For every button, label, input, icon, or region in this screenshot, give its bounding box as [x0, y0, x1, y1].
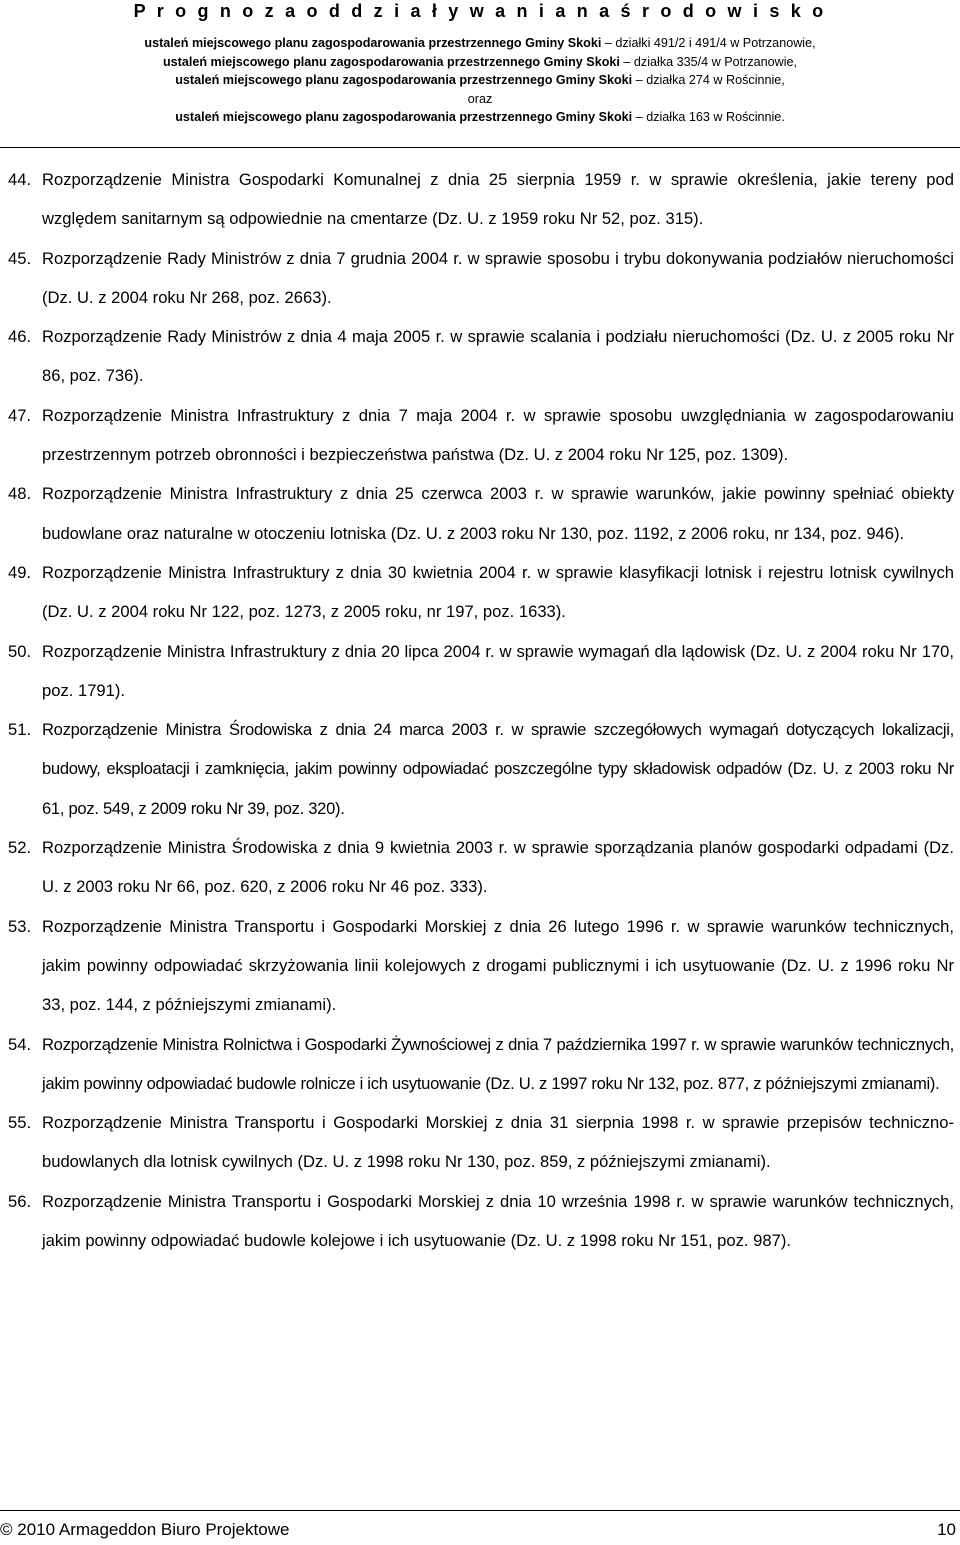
- page-number: 10: [937, 1520, 956, 1539]
- item-number: 53.: [8, 916, 32, 936]
- item-text: Rozporządzenie Ministra Rolnictwa i Gospodarki Żywnościowej z dnia 7 października 1997 r. w sprawie warunków technicznych, jakim powinny odpowiadać budowle rolnicze i ich usytuowanie (Dz. U. z 1997 roku Nr 132, poz. 877, z późniejszymi zmianami).: [42, 1034, 954, 1093]
- list-item: [0, 907, 960, 1025]
- subtitle-normal-part: – działka 163 w Rościnnie.: [632, 110, 785, 124]
- footer-copyright: © 2010 Armageddon Biuro Projektowe: [0, 1520, 290, 1539]
- item-text: Rozporządzenie Ministra Środowiska z dnia 9 kwietnia 2003 r. w sprawie sporządzania planów gospodarki odpadami (Dz. U. z 2003 roku Nr 66, poz. 620, z 2006 roku Nr 46 poz. 333).: [42, 838, 954, 897]
- subtitle-bold-part: ustaleń miejscowego planu zagospodarowania przestrzennego Gminy Skoki: [162, 54, 620, 69]
- list-item: [0, 1025, 960, 1104]
- page-header: [0, 0, 960, 127]
- item-number: 56.: [8, 1191, 32, 1211]
- item-text: Rozporządzenie Ministra Transportu i Gospodarki Morskiej z dnia 26 lutego 1996 r. w sprawie warunków technicznych, jakim powinny odpowiadać skrzyżowania linii kolejowych z drogami publicznymi i ich usytuowanie (Dz. U. z 1996 roku Nr 33, poz. 144, z późniejszymi zmianami).: [42, 916, 954, 1015]
- item-number: 55.: [8, 1113, 32, 1133]
- item-number: 47.: [8, 405, 32, 425]
- list-item: [0, 396, 960, 475]
- item-number: 48.: [8, 484, 32, 504]
- item-number: 54.: [8, 1034, 32, 1054]
- header-subtitle-line: [0, 34, 960, 53]
- header-subtitle-line: [0, 53, 960, 72]
- list-item: [0, 710, 960, 828]
- item-number: 46.: [8, 327, 32, 347]
- list-item: [0, 160, 960, 239]
- header-subtitle-line: [0, 108, 960, 127]
- subtitle-normal-part: oraz: [467, 91, 493, 106]
- header-subtitle-line: [0, 71, 960, 90]
- header-subtitle-line: [0, 90, 960, 109]
- list-item: [0, 1103, 960, 1182]
- item-number: 45.: [8, 248, 32, 268]
- item-number: 50.: [8, 641, 32, 661]
- item-text: Rozporządzenie Ministra Infrastruktury z dnia 20 lipca 2004 r. w sprawie wymagań dla lądowisk (Dz. U. z 2004 roku Nr 170, poz. 1791).: [42, 641, 954, 700]
- item-text: Rozporządzenie Ministra Środowiska z dnia 24 marca 2003 r. w sprawie szczegółowych wymagań dotyczących lokalizacji, budowy, eksploatacji i zamknięcia, jakim powinny odpowiadać poszczególne typy składowisk odpadów (Dz. U. z 2003 roku Nr 61, poz. 549, z 2009 roku Nr 39, poz. 320).: [42, 720, 954, 818]
- list-item: [0, 828, 960, 907]
- list-item: [0, 239, 960, 318]
- subtitle-bold-part: ustaleń miejscowego planu zagospodarowania przestrzennego Gminy Skoki: [144, 36, 602, 50]
- subtitle-normal-part: – działka 335/4 w Potrzanowie,: [619, 54, 798, 69]
- item-text: Rozporządzenie Rady Ministrów z dnia 7 grudnia 2004 r. w sprawie sposobu i trybu dokonywania podziałów nieruchomości (Dz. U. z 2004 roku Nr 268, poz. 2663).: [42, 248, 954, 307]
- legal-acts-list: [0, 160, 960, 1260]
- list-item: [0, 632, 960, 711]
- item-number: 52.: [8, 838, 32, 858]
- item-text: Rozporządzenie Ministra Infrastruktury z dnia 7 maja 2004 r. w sprawie sposobu uwzględniania w zagospodarowaniu przestrzennym potrzeb obronności i bezpieczeństwa państwa (Dz. U. z 2004 roku Nr 125, poz. 1309).: [42, 405, 954, 465]
- item-text: Rozporządzenie Ministra Infrastruktury z dnia 30 kwietnia 2004 r. w sprawie klasyfikacji lotnisk i rejestru lotnisk cywilnych (Dz. U. z 2004 roku Nr 122, poz. 1273, z 2005 roku, nr 197, poz. 1633).: [42, 562, 954, 622]
- subtitle-normal-part: – działka 274 w Rościnnie,: [632, 73, 785, 87]
- item-text: Rozporządzenie Rady Ministrów z dnia 4 maja 2005 r. w sprawie scalania i podziału nieruchomości (Dz. U. z 2005 roku Nr 86, poz. 736).: [42, 327, 954, 386]
- subtitle-bold-part: ustaleń miejscowego planu zagospodarowania przestrzennego Gminy Skoki: [175, 110, 633, 124]
- list-item: [0, 1182, 960, 1261]
- item-number: 49.: [8, 562, 32, 582]
- header-divider: [0, 147, 960, 148]
- subtitle-bold-part: ustaleń miejscowego planu zagospodarowania przestrzennego Gminy Skoki: [175, 73, 633, 87]
- item-text: Rozporządzenie Ministra Transportu i Gospodarki Morskiej z dnia 31 sierpnia 1998 r. w sprawie przepisów techniczno-budowlanych dla lotnisk cywilnych (Dz. U. z 1998 roku Nr 130, poz. 859, z późniejszymi zmianami).: [42, 1113, 954, 1172]
- item-number: 51.: [8, 720, 32, 740]
- item-text: Rozporządzenie Ministra Gospodarki Komunalnej z dnia 25 sierpnia 1959 r. w sprawie określenia, jakie tereny pod względem sanitarnym są odpowiednie na cmentarze (Dz. U. z 1959 roku Nr 52, poz. 315).: [42, 170, 954, 229]
- list-item: [0, 553, 960, 632]
- document-title: P r o g n o z a o d d z i a ł y w a n i a n a ś r o d o w i s k o: [133, 1, 827, 21]
- footer-divider: [0, 1510, 960, 1511]
- item-text: Rozporządzenie Ministra Infrastruktury z dnia 25 czerwca 2003 r. w sprawie warunków, jakie powinny spełniać obiekty budowlane oraz naturalne w otoczeniu lotniska (Dz. U. z 2003 roku Nr 130, poz. 1192, z 2006 roku, nr 134, poz. 946).: [42, 484, 954, 543]
- item-text: Rozporządzenie Ministra Transportu i Gospodarki Morskiej z dnia 10 września 1998 r. w sprawie warunków technicznych, jakim powinny odpowiadać budowle kolejowe i ich usytuowanie (Dz. U. z 1998 roku Nr 151, poz. 987).: [42, 1191, 954, 1251]
- subtitle-normal-part: – działki 491/2 i 491/4 w Potrzanowie,: [601, 36, 816, 50]
- item-number: 44.: [8, 170, 32, 189]
- list-item: [0, 474, 960, 553]
- list-item: [0, 317, 960, 396]
